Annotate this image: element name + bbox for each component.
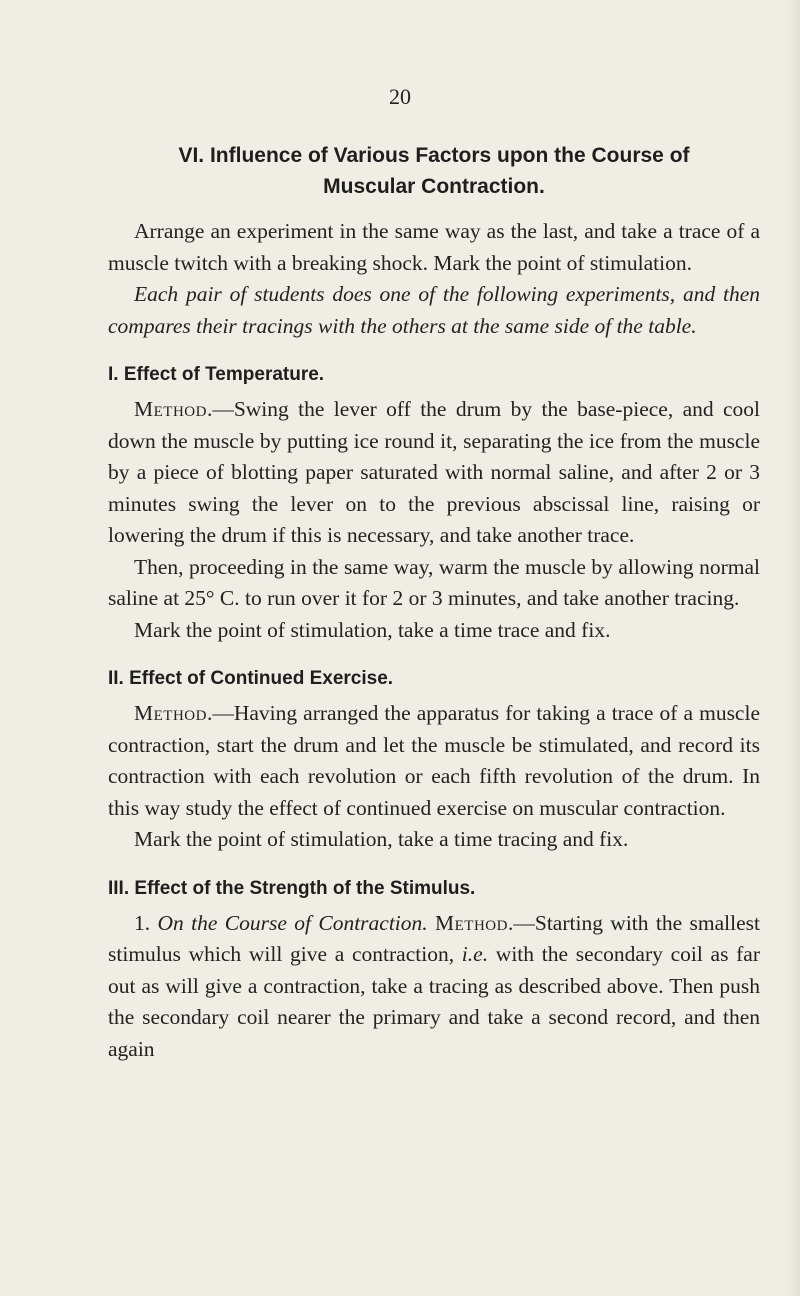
page-edge-shadow (786, 0, 800, 1296)
item-number: 1. (134, 910, 158, 935)
section-heading-stimulus: III. Effect of the Strength of the Stimulus. (108, 877, 476, 899)
chapter-title-line-2: Muscular Contraction. (323, 175, 545, 198)
stimulus-method-text-b: with the secondary coil as far out as will give a contraction, take a tracing as described above. Then push the secondary coil nearer the primary and take a second record, and then again (108, 942, 761, 1061)
intro-paragraph: Arrange an experiment in the same way as the last, and take a trace of a muscle twitch with a breaking shock. Mark the point of stimulation. (108, 219, 760, 275)
ie-abbreviation: i.e. (461, 942, 489, 966)
temperature-warm-paragraph: Then, proceeding in the same way, warm the muscle by allowing normal saline at 25° C. to run over it for 2 or 3 minutes, and take another tracing. (108, 554, 760, 610)
intro-instruction-paragraph: Each pair of students does one of the following experiments, and then compares their tracings with the others at the same side of the table. (108, 282, 760, 338)
section-heading-temperature: I. Effect of Temperature. (108, 364, 325, 385)
exercise-method-text: .—Having arranged the apparatus for taking a trace of a muscle contraction, start the drum and let the muscle be stimulated, and record its contraction with each revolution or each fifth revolution of the drum. In this way study the effect of continued exercise on muscular contraction. (108, 701, 760, 820)
item-title: On the Course of Contraction. (157, 910, 428, 935)
temperature-method-text: .—Swing the lever off the drum by the base-piece, and cool down the muscle by putting ice round it, separating the ice from the muscle by a piece of blotting paper saturated with normal saline, and after 2 or 3 minutes swing the lever on to the previous abscissal line, raising or lowering the drum if this is necessary, and take another trace. (108, 397, 760, 547)
chapter-title (108, 140, 760, 202)
page-content (108, 140, 760, 1065)
stimulus-method-paragraph (108, 908, 760, 1066)
temperature-fix-paragraph: Mark the point of stimulation, take a time trace and fix. (134, 617, 611, 642)
method-label: Method (134, 701, 207, 725)
chapter-title-line-1: VI. Influence of Various Factors upon the Course of (178, 144, 690, 167)
exercise-method-paragraph (108, 698, 760, 824)
stimulus-method-text-a: .—Starting with the smallest stimulus which will give a contraction, (108, 910, 760, 966)
temperature-method-paragraph (108, 394, 760, 552)
method-label: Method (134, 397, 207, 421)
page-number: 20 (389, 84, 411, 109)
exercise-fix-paragraph: Mark the point of stimulation, take a time tracing and fix. (134, 827, 629, 851)
method-label: Method (435, 910, 508, 935)
section-heading-exercise: II. Effect of Continued Exercise. (108, 668, 394, 689)
